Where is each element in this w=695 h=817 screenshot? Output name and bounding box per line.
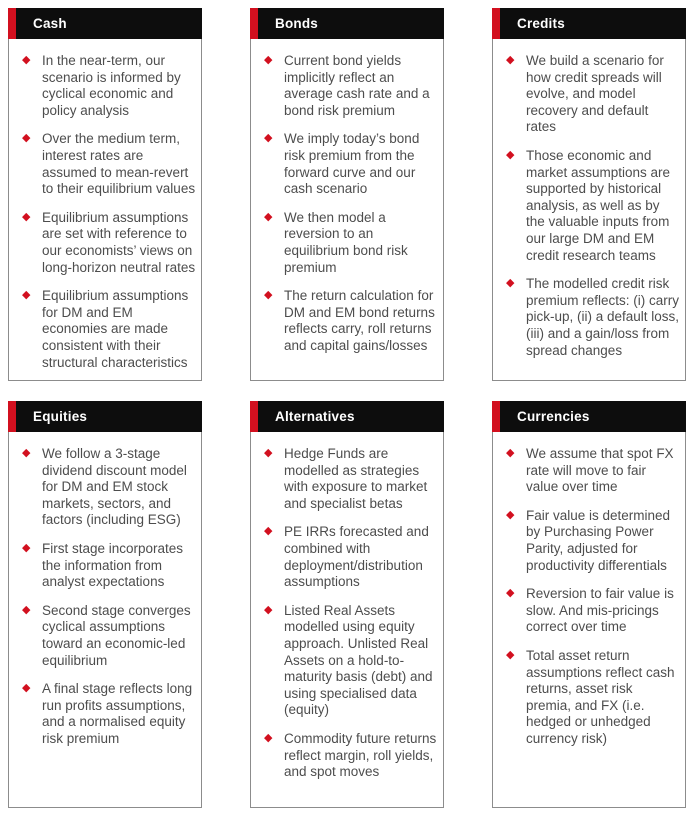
bullet-item (264, 524, 438, 590)
panel-alternatives (250, 401, 444, 808)
panel-header (250, 8, 444, 39)
bullet-text: We then model a reversion to an equilibrium bond risk premium (284, 209, 408, 275)
diamond-bullet-icon: ◆ (22, 682, 31, 695)
bullet-item (22, 681, 196, 747)
bullet-text: Those economic and market assumptions are supported by historical analysis, as well as by the valuable inputs from our large DM and EM credit research teams (526, 147, 671, 263)
diamond-bullet-icon: ◆ (264, 54, 273, 66)
bullet-item (506, 53, 680, 136)
bullet-item (506, 648, 680, 748)
panel-title-box (258, 8, 444, 39)
diamond-bullet-icon: ◆ (22, 447, 31, 459)
bullet-text: We build a scenario for how credit spreads will evolve, and model recovery and default rates (526, 53, 664, 135)
bullet-item (506, 508, 680, 574)
bullet-text: Over the medium term, interest rates are assumed to mean-revert to their equilibrium values (42, 131, 196, 197)
diamond-bullet-icon: ◆ (22, 210, 31, 223)
panel-credits (492, 8, 686, 381)
bullet-item (22, 288, 196, 371)
panel-title-box (500, 401, 686, 432)
panel-header (492, 8, 686, 39)
bullet-text: Hedge Funds are modelled as strategies with exposure to market and specialist betas (284, 446, 428, 511)
panel-cash (8, 8, 202, 381)
bullet-item (506, 446, 680, 496)
bullet-text: PE IRRs forecasted and combined with deployment/distribution assumptions (284, 524, 429, 590)
panel-title: Credits (517, 16, 565, 31)
diamond-bullet-icon: ◆ (506, 148, 515, 161)
bullet-text: Equilibrium assumptions are set with reference to our economists’ views on long-horizon neutral rates (42, 209, 196, 275)
diamond-bullet-icon: ◆ (264, 525, 273, 538)
bullet-text: Equilibrium assumptions for DM and EM economies are made consistent with their structural characteristics (42, 288, 189, 370)
bullet-item (506, 148, 680, 264)
bullet-text: We assume that spot FX rate will move to fair value over time (526, 446, 674, 495)
bullet-item (264, 53, 438, 119)
panel-title-box (500, 8, 686, 39)
panel-header (492, 401, 686, 432)
diamond-bullet-icon: ◆ (264, 289, 273, 302)
bullet-item (264, 131, 438, 197)
panel-title-box (16, 8, 202, 39)
diamond-bullet-icon: ◆ (264, 731, 273, 744)
panel-title-box (258, 401, 444, 432)
panel-bonds (250, 8, 444, 381)
red-accent-bar (492, 8, 500, 39)
red-accent-bar (8, 8, 16, 39)
diamond-bullet-icon: ◆ (264, 210, 273, 223)
red-accent-bar (250, 8, 258, 39)
red-accent-bar (250, 401, 258, 432)
bullet-item (264, 731, 438, 781)
bullet-text: Fair value is determined by Purchasing Power Parity, adjusted for productivity differentials (526, 507, 671, 573)
panel-header (8, 8, 202, 39)
bullet-item (264, 446, 438, 512)
bullet-list (8, 432, 202, 808)
panel-header (250, 401, 444, 432)
diamond-bullet-icon: ◆ (264, 132, 273, 145)
diamond-bullet-icon: ◆ (506, 447, 515, 459)
bullet-text: We follow a 3-stage dividend discount model for DM and EM stock markets, sectors, and factors (including ESG) (42, 446, 187, 528)
bullet-item (264, 210, 438, 276)
bullet-item (22, 210, 196, 276)
diamond-bullet-icon: ◆ (506, 508, 515, 521)
diamond-bullet-icon: ◆ (22, 541, 31, 554)
diamond-bullet-icon: ◆ (506, 587, 515, 600)
bullet-text: First stage incorporates the information from analyst expectations (42, 540, 184, 590)
bullet-text: A final stage reflects long run profits assumptions, and a normalised equity risk premium (42, 681, 193, 746)
bullet-item (506, 276, 680, 359)
bullet-text: Reversion to fair value is slow. And mis-pricings correct over time (526, 586, 674, 635)
diamond-bullet-icon: ◆ (22, 54, 31, 66)
bullet-text: Commodity future returns reflect margin, roll yields, and spot moves (284, 730, 437, 780)
bullet-text: We imply today’s bond risk premium from the forward curve and our cash scenario (284, 131, 420, 197)
panel-title: Cash (33, 16, 67, 31)
bullet-item (22, 446, 196, 529)
bullet-item (264, 603, 438, 719)
panel-title: Currencies (517, 409, 590, 424)
bullet-text: Current bond yields implicitly reflect an average cash rate and a bond risk premium (284, 53, 430, 118)
bullet-text: Listed Real Assets modelled using equity approach. Unlisted Real Assets on a hold-to-maturity basis (debt) and using specialised data (equity) (284, 602, 433, 718)
diamond-bullet-icon: ◆ (264, 447, 273, 459)
bullet-item (264, 288, 438, 354)
bullet-item (22, 53, 196, 119)
bullet-text: The return calculation for DM and EM bond returns reflects carry, roll returns and capital gains/losses (284, 288, 435, 353)
diamond-bullet-icon: ◆ (22, 132, 31, 145)
bullet-list (250, 39, 444, 381)
bullet-item (22, 603, 196, 669)
panel-title: Bonds (275, 16, 318, 31)
panel-title-box (16, 401, 202, 432)
panel-title: Alternatives (275, 409, 355, 424)
bullet-list (492, 432, 686, 808)
diamond-bullet-icon: ◆ (22, 289, 31, 302)
diamond-bullet-icon: ◆ (22, 603, 31, 616)
bullet-list (8, 39, 202, 381)
bullet-text: Second stage converges cyclical assumptions toward an economic-led equilibrium (42, 602, 191, 668)
red-accent-bar (8, 401, 16, 432)
panel-equities (8, 401, 202, 808)
diamond-bullet-icon: ◆ (506, 277, 515, 290)
bullet-item (506, 586, 680, 636)
bullet-list (250, 432, 444, 808)
bullet-list (492, 39, 686, 381)
bullet-text: In the near-term, our scenario is informed by cyclical economic and policy analysis (42, 53, 181, 118)
bullet-item (22, 131, 196, 197)
panel-title: Equities (33, 409, 88, 424)
panel-currencies (492, 401, 686, 808)
diamond-bullet-icon: ◆ (506, 54, 515, 66)
red-accent-bar (492, 401, 500, 432)
bullet-text: Total asset return assumptions reflect cash returns, asset risk premia, and FX (i.e. hedged or unhedged currency risk) (526, 647, 675, 746)
diamond-bullet-icon: ◆ (264, 603, 273, 616)
diamond-bullet-icon: ◆ (506, 648, 515, 661)
bullet-item (22, 541, 196, 591)
bullet-text: The modelled credit risk premium reflects: (i) carry pick-up, (ii) a default loss, (iii) and a gain/loss from spread changes (526, 276, 680, 358)
panel-header (8, 401, 202, 432)
